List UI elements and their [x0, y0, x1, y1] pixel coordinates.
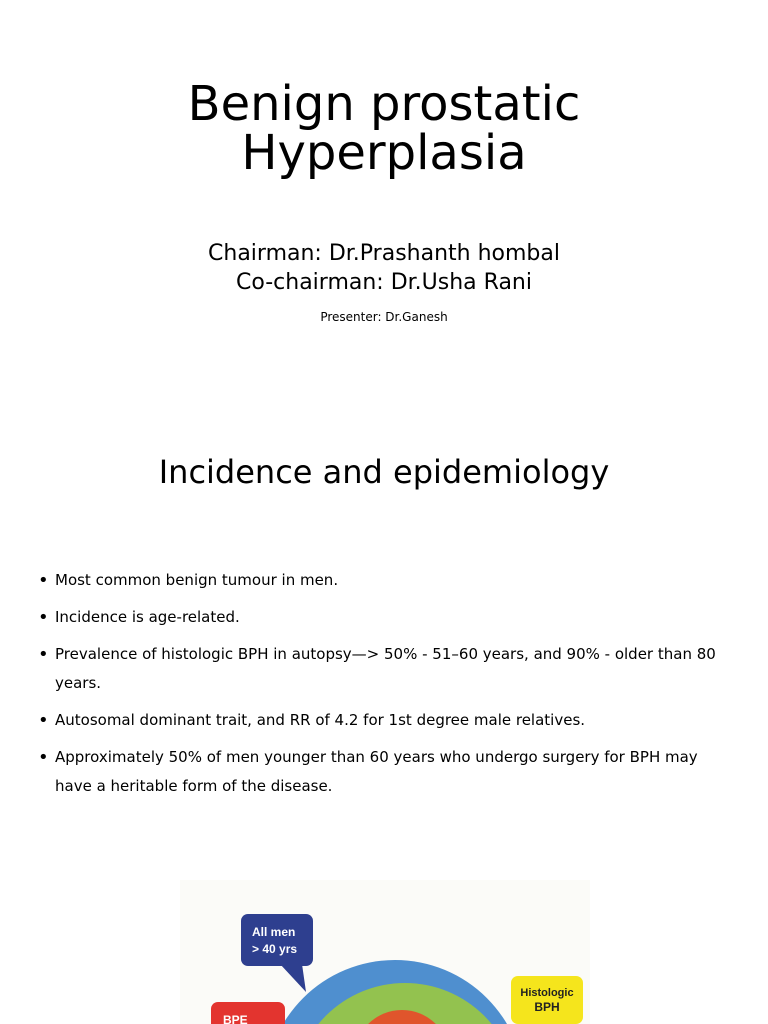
all-men-callout [241, 914, 313, 992]
bph-venn-figure [180, 880, 590, 1024]
histologic-bph-box [511, 976, 583, 1024]
presenter-text: Presenter: Dr.Ganesh [320, 310, 448, 324]
slide-heading: Incidence and epidemiology [158, 453, 610, 491]
bullet-item [38, 640, 718, 698]
bullet-item [38, 566, 718, 595]
bullet-item [38, 743, 718, 801]
bullet-text: Approximately 50% of men younger than 60 years who undergo surgery for BPH may have a heritable form of the disease. [55, 748, 698, 795]
chairman-text: Chairman: Dr.Prashanth hombal [208, 241, 560, 266]
all-men-label-2: > 40 yrs [252, 942, 298, 956]
bullet-text: Most common benign tumour in men. [55, 571, 339, 589]
bpe-label: BPE [223, 1013, 248, 1024]
bullet-item [38, 706, 718, 735]
bullet-text: Incidence is age-related. [55, 608, 240, 626]
bph-label: BPH [534, 1000, 560, 1014]
presentation-title [0, 76, 768, 181]
histologic-label: Histologic [520, 987, 574, 999]
bullet-dot-icon: • [38, 710, 49, 731]
cochairman-text: Co-chairman: Dr.Usha Rani [235, 270, 532, 295]
venn-diagram [180, 880, 590, 1024]
title-line-1: Benign prostatic [187, 76, 581, 132]
all-men-label-1: All men [252, 925, 296, 939]
bullet-text: Autosomal dominant trait, and RR of 4.2 for 1st degree male relatives. [55, 711, 586, 729]
bullet-list [38, 566, 718, 809]
bullet-dot-icon: • [38, 607, 49, 628]
bpe-box [211, 1002, 285, 1024]
bullet-dot-icon: • [38, 570, 49, 591]
bullet-text: Prevalence of histologic BPH in autopsy—> 50% - 51–60 years, and 90% - older than 80 years. [55, 645, 716, 692]
bullet-dot-icon: • [38, 644, 49, 665]
title-line-2: Hyperplasia [241, 125, 527, 181]
bullet-dot-icon: • [38, 747, 49, 768]
bullet-item [38, 603, 718, 632]
